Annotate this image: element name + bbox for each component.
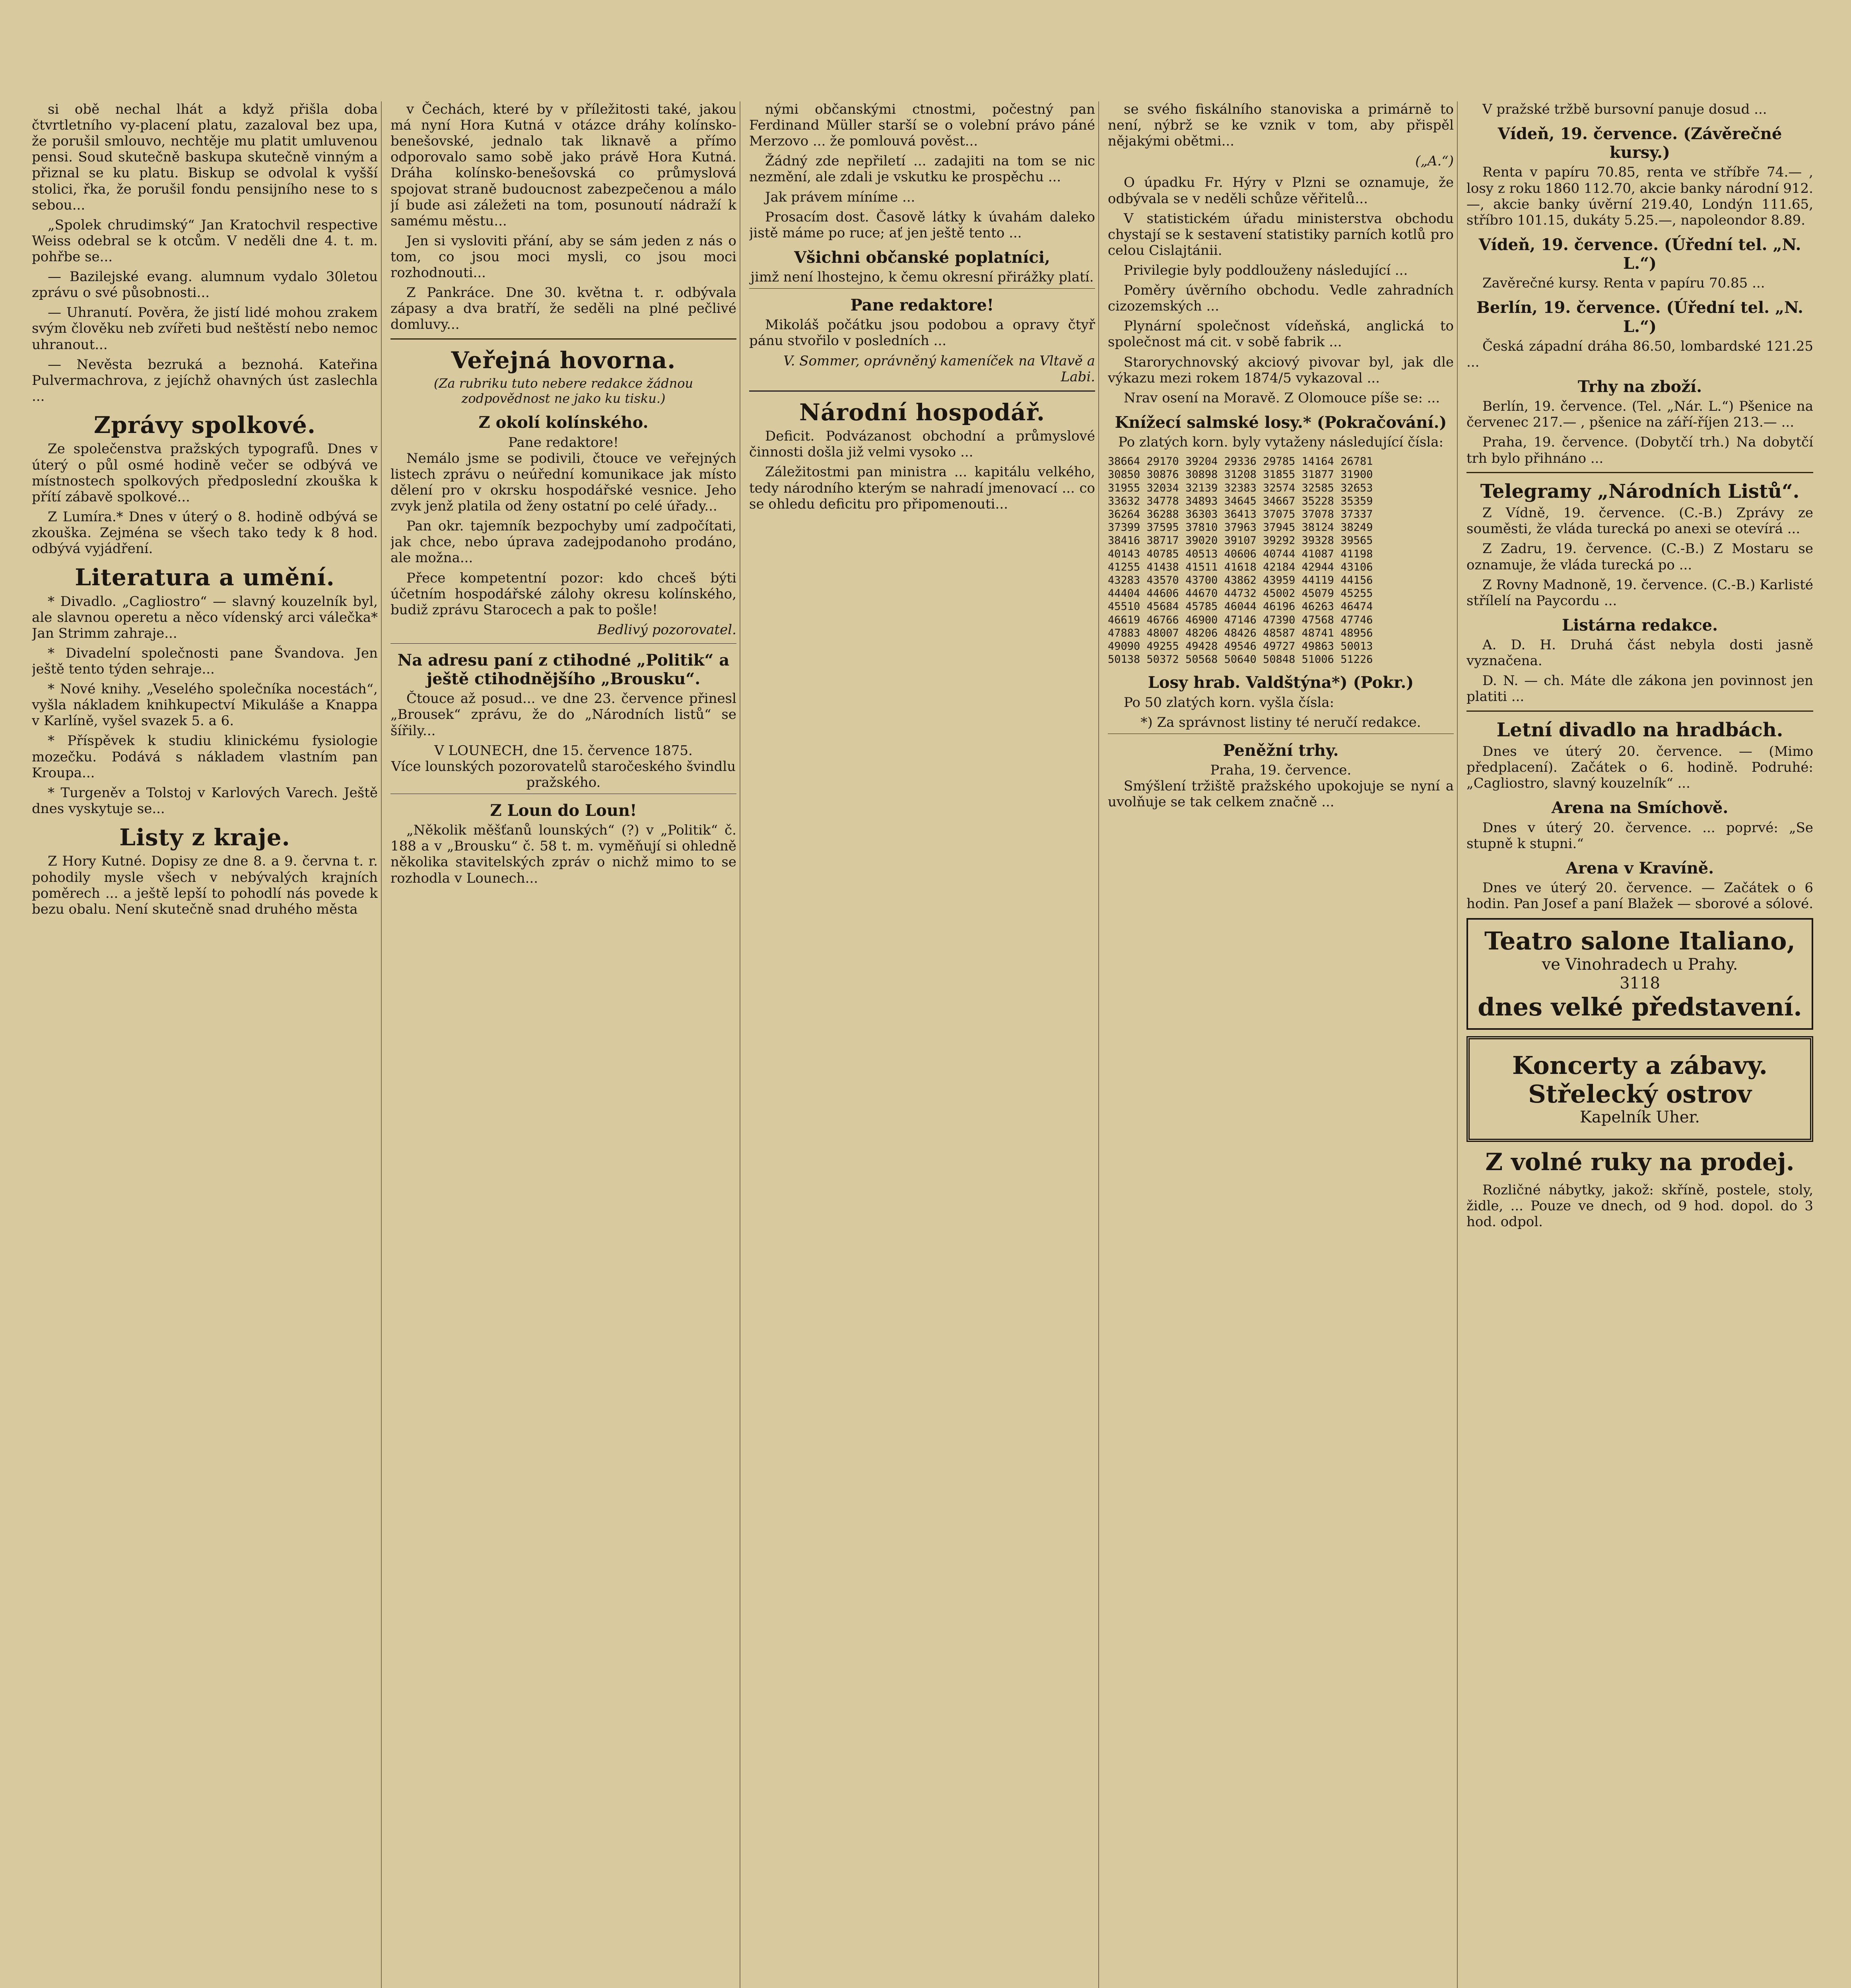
signature: („A.“) bbox=[1415, 153, 1454, 169]
paragraph: Z Hory Kutné. Dopisy ze dne 8. a 9. června t. r. pohodily mysle všech v nebývalých krajních poměrech ... a ještě lepší to pohodlí nás povede k bezu obalu. Není skutečně snad druhého města bbox=[32, 853, 378, 917]
ad-title: Teatro salone Italiano, bbox=[1484, 926, 1796, 956]
paragraph: Deficit. Podvázanost obchodní a průmyslové činnosti došla již velmi vysoko ... bbox=[749, 428, 1095, 460]
article-heading-listarna: Listárna redakce. bbox=[1562, 615, 1718, 635]
article-heading-louny: Z Loun do Loun! bbox=[490, 801, 637, 820]
section-heading-kraje: Listy z kraje. bbox=[119, 824, 290, 851]
paragraph: „Několik měšťanů lounských“ (?) v „Politik“ č. 188 a v „Brousku“ č. 58 t. m. vyměňují si ohledně několika stavitelských zpráv o nichž mimo to se rozhodla v Lounech... bbox=[390, 822, 736, 886]
paragraph: Privilegie byly poddlouženy následující ... bbox=[1124, 262, 1408, 278]
divider bbox=[749, 288, 1095, 289]
paragraph: D. N. — ch. Máte dle zákona jen povinnost jen platiti ... bbox=[1466, 673, 1813, 705]
paragraph: si obě nechal lhát a když přišla doba čtvrtletního vy-placení platu, zazaloval bez upa, že porušil smlouvo, nechtěje mu platit umluvenou pensi. Soud skutečně baskupa skutečně vinným a přiznal se ku platu. Biskup se odvolal k vyšší stolici, řka, že porušil fondu pensijního nese to s sebou... bbox=[32, 101, 378, 213]
paragraph: Berlín, 19. července. (Tel. „Nár. L.“) Pšenice na červenec 217.— , pšenice na září-říjen 213.— ... bbox=[1466, 398, 1813, 431]
article-heading-trhy: Peněžní trhy. bbox=[1223, 741, 1339, 760]
article-heading-valdstyn: Losy hrab. Valdštýna*) (Pokr.) bbox=[1148, 673, 1414, 692]
paragraph: Mikoláš počátku jsou podobou a opravy čtyř pánu stvořilo v posledních ... bbox=[749, 317, 1095, 349]
signature: Více lounských pozorovatelů staročeského švindlu pražského. bbox=[391, 758, 736, 790]
paragraph: V statistickém úřadu ministerstva obchodu chystají se k sestavení statistiky parních kotlů pro celou Cislajtánii. bbox=[1108, 210, 1454, 258]
paragraph: Jak právem míníme ... bbox=[765, 189, 915, 205]
ad-title: Koncerty a zábavy. bbox=[1512, 1051, 1768, 1080]
ad-subtitle: Střelecký ostrov bbox=[1528, 1079, 1752, 1109]
paragraph: Praha, 19. července. (Dobytčí trh.) Na dobytčí trh bylo přihnáno ... bbox=[1466, 434, 1813, 466]
paragraph: Z Lumíra.* Dnes v úterý o 8. hodině odbývá se zkouška. Zejména se všech tako tedy k 8 hod. odbývá vyjádření. bbox=[32, 509, 378, 557]
paragraph: Prosacím dost. Časově látky k úvahám daleko jistě máme po ruce; ať jen ještě tento ... bbox=[749, 209, 1095, 241]
paragraph: se svého fiskálního stanoviska a primárně to není, nýbrž se ke vznik v tom, aby přispěl nějakými obětmi... bbox=[1108, 101, 1454, 149]
column-4 bbox=[1108, 101, 1458, 1988]
paragraph: Pan okr. tajemník bezpochyby umí zadpočítati, jak chce, nebo úprava zadejpodanoho prodáno, ale možna... bbox=[390, 518, 736, 566]
ad-subtitle: ve Vinohradech u Prahy. bbox=[1542, 955, 1738, 974]
paragraph: Renta v papíru 70.85, renta ve stříbře 74.— , losy z roku 1860 112.70, akcie banky národní 912.—, akcie banky úvěrní 219.40, Londýn 111.65, stříbro 101.15, dukáty 5.25.—, napoleondor 8.89. bbox=[1466, 164, 1813, 228]
paragraph: Zavěrečné kursy. Renta v papíru 70.85 ... bbox=[1482, 275, 1765, 291]
advertisement-prodej-title: Z volné ruky na prodej. bbox=[1485, 1148, 1795, 1176]
column-2 bbox=[390, 101, 740, 1988]
paragraph: Z Zadru, 19. července. (C.-B.) Z Mostaru se oznamuje, že vláda turecká po ... bbox=[1466, 541, 1813, 573]
dateline: V LOUNECH, dne 15. července 1875. bbox=[434, 742, 693, 759]
paragraph: Česká západní dráha 86.50, lombardské 121.25 ... bbox=[1466, 338, 1813, 370]
paragraph: v Čechách, které by v příležitosti také, jakou má nyní Hora Kutná v otázce dráhy kolínsko-benešovské, jednalo tak liknavě a přímo odporovalo samo sobě jako právě Hora Kutná. Dráha kolínsko-benešovská co průmyslová spojovat straně budoucnost zabezpečenou a málo jí bude asi záležeti na tom, posunoutí nádraží k samému městu... bbox=[390, 101, 736, 229]
paragraph: Z Pankráce. Dne 30. května t. r. odbývala zápasy a dva bratří, že seděli na plné pečlivé domluvy... bbox=[390, 285, 736, 333]
paragraph: Dnes v úterý 20. července. ... poprvé: „Se stupně k stupni.“ bbox=[1466, 819, 1813, 852]
divider bbox=[1466, 472, 1813, 473]
newspaper-page bbox=[32, 101, 1825, 1988]
paragraph: Ze společenstva pražských typografů. Dnes v úterý o půl osmé hodině večer se odbývá ve místnostech spolkových předposlední zkouška k přítí zábavě spolkové... bbox=[32, 441, 378, 505]
article-heading-adresa: Na adresu paní z ctihodné „Politik“ a ještě ctihodnějšího „Brousku“. bbox=[397, 650, 730, 689]
section-heading-telegramy: Telegramy „Národních Listů“. bbox=[1480, 480, 1800, 503]
article-heading-viden: Vídeň, 19. července. (Závěrečné kursy.) bbox=[1498, 124, 1782, 162]
paragraph: Přece kompetentní pozor: kdo chceš býti účetním hospodářské zálohy okresu kolínského, budiž zprávu Starocech a pak to pošle! bbox=[390, 570, 736, 618]
divider bbox=[749, 390, 1095, 392]
section-heading-hovorna: Veřejná hovorna. bbox=[451, 346, 676, 374]
paragraph: * Příspěvek k studiu klinickému fysiologie mozečku. Podává s nákladem vlastním pan Kroupa... bbox=[32, 733, 378, 781]
column-3 bbox=[749, 101, 1099, 1988]
divider bbox=[390, 338, 736, 340]
article-heading-berlin: Berlín, 19. července. (Úřední tel. „N. L.“) bbox=[1476, 298, 1803, 336]
article-heading-salmske: Knížecí salmské losy.* (Pokračování.) bbox=[1115, 413, 1447, 432]
paragraph: Z Rovny Madnoně, 19. července. (C.-B.) Karlisté střílelí na Paycordu ... bbox=[1466, 577, 1813, 609]
article-heading-viden-2: Vídeň, 19. července. (Úřední tel. „N. L.“) bbox=[1478, 235, 1801, 273]
article-heading-okoli: Z okolí kolínského. bbox=[478, 413, 649, 432]
paragraph: — Nevěsta bezruká a beznohá. Kateřina Pulvermachrova, z jejíchž ohavných úst zaslechla ... bbox=[32, 356, 378, 404]
paragraph: A. D. H. Druhá část nebyla dosti jasně vyznačena. bbox=[1466, 637, 1813, 669]
section-heading-letni-divadlo: Letní divadlo na hradbách. bbox=[1496, 718, 1783, 741]
ad-caption: Kapelník Uher. bbox=[1580, 1108, 1700, 1126]
paragraph: * Divadlo. „Cagliostro“ — slavný kouzelník byl, ale slavnou operetu a něco vídenský arci válečka* Jan Strimm zahraje... bbox=[32, 593, 378, 641]
lottery-numbers: 38664 29170 39204 29336 29785 14164 26781 30850 30876 30898 31208 31855 31877 31900 31955 32034 32139 32383 32574 32585 32653 33632 34778 34893 34645 34667 35228 35359 36264 36288 36303 36413 37075 37078 37337 37399 37595 37810 37963 37945 38124 38249 38416 38717 39020 39107 39292 39328 39565 40143 40785 40513 40606 40744 41087 41198 41255 41438 41511 41618 42184 42944 43106 43283 43570 43700 43862 43959 44119 44156 44404 44606 44670 44732 45002 45079 45255 45510 45684 45785 46044 46196 46263 46474 46619 46766 46900 47146 47390 47568 47746 47883 48007 48206 48426 48587 48741 48956 49090 49255 49428 49546 49727 49863 50013 50138 50372 50568 50640 50848 51006 51226 bbox=[1108, 455, 1373, 666]
paragraph: Poměry úvěrního obchodu. Vedle zahradních cizozemských ... bbox=[1108, 282, 1454, 315]
paragraph: Rozličné nábytky, jakož: skříně, postele, stoly, židle, ... Pouze ve dnech, od 9 hod. dopol. do 3 hod. odpol. bbox=[1466, 1182, 1813, 1230]
section-heading-literatura: Literatura a umění. bbox=[75, 564, 335, 591]
section-heading-arena-kravin: Arena v Kravíně. bbox=[1565, 858, 1714, 878]
signature: Bedlivý pozorovatel. bbox=[597, 621, 736, 638]
salutation: Pane redaktore! bbox=[508, 434, 619, 450]
paragraph: „Spolek chrudimský“ Jan Kratochvil respective Weiss odebral se k otcům. V neděli dne 4. t. m. pohřbe se... bbox=[32, 217, 378, 265]
divider bbox=[1466, 711, 1813, 712]
advertisement-koncerty bbox=[1466, 1036, 1813, 1142]
paragraph: Dnes ve úterý 20. července. — (Mimo předplacení). Začátek o 6. hodině. Podruhé: „Cagliostro, slavný kouzelník“ ... bbox=[1466, 744, 1813, 792]
divider bbox=[390, 643, 736, 644]
paragraph: * Turgeněv a Tolstoj v Karlových Varech. Ještě dnes vyskytuje se... bbox=[32, 784, 378, 817]
footnote: *) Za správnost listiny té neručí redakce. bbox=[1140, 714, 1421, 730]
paragraph: Z Vídně, 19. července. (C.-B.) Zprávy ze souměsti, že vláda turecká po anexi se otevírá ... bbox=[1466, 505, 1813, 537]
paragraph: Žádný zde nepřiletí ... zadajiti na tom se nic nezmění, ale zdali je vskutku ke prospěchu ... bbox=[749, 153, 1095, 185]
hovorna-note: (Za rubriku tuto nebere redakce žádnou zodpovědnost ne jako ku tisku.) bbox=[433, 375, 693, 406]
paragraph: Jen si vysloviti přání, aby se sám jeden z nás o tom, co jsou moci mysli, co jsou moci rozhodnouti... bbox=[390, 233, 736, 281]
paragraph: — Uhranutí. Pověra, že jistí lidé mohou zrakem svým člověku neb zvířeti bud neštěstí nebo nemoc uhranout... bbox=[32, 305, 378, 353]
paragraph: Starorychnovský akciový pivovar byl, jak dle výkazu mezi rokem 1874/5 vykazoval ... bbox=[1108, 354, 1454, 386]
signature: V. Sommer, oprávněný kameníček na Vltavě a Labi. bbox=[783, 353, 1095, 385]
paragraph: Plynární společnost vídeňská, anglická to společnost má cit. v sobě fabrik ... bbox=[1108, 318, 1454, 350]
paragraph: O úpadku Fr. Hýry v Plzni se oznamuje, že odbývala se v neděli schůze věřitelů... bbox=[1108, 175, 1454, 207]
column-1 bbox=[32, 101, 382, 1988]
article-heading-pane-redaktore: Pane redaktore! bbox=[850, 296, 994, 315]
paragraph: nými občanskými ctnostmi, počestný pan Ferdinand Müller starší se o volební právo páné Merzovo ... že pomlouvá pověst... bbox=[749, 101, 1095, 149]
advertisement-teatro bbox=[1466, 918, 1813, 1030]
article-heading-trhy-zbozi: Trhy na zboží. bbox=[1577, 377, 1702, 396]
ad-number: 3118 bbox=[1620, 974, 1660, 992]
section-heading-hospodar: Národní hospodář. bbox=[799, 398, 1045, 426]
subheading: jimž není lhostejno, k čemu okresní přirážky platí. bbox=[750, 269, 1094, 285]
paragraph: Smýšlení tržiště pražského upokojuje se nyní a uvolňuje se tak celkem značně ... bbox=[1108, 778, 1454, 810]
ad-line: dnes velké představení. bbox=[1478, 992, 1802, 1021]
paragraph: Po 50 zlatých korn. vyšla čísla: bbox=[1124, 694, 1334, 711]
paragraph: Nemálo jsme se podivili, čtouce ve veřejných listech zprávu o neúřední komunikace jak místo dělení pro v okrsku hospodářské vesnice. Jeho zvyk jenž platila od ženy ostatní po celé úřady... bbox=[390, 450, 736, 514]
paragraph: * Nové knihy. „Veselého společníka nocestách“, vyšla nákladem knihkupectví Mikuláše a Knappa v Karlíně, vyšel svazek 5. a 6. bbox=[32, 681, 378, 729]
paragraph: Nrav osení na Moravě. Z Olomouce píše se: ... bbox=[1124, 390, 1440, 406]
paragraph: * Divadelní společnosti pane Švandova. Jen ještě tento týden sehraje... bbox=[32, 645, 378, 678]
paragraph: Dnes ve úterý 20. července. — Začátek o 6 hodin. Pan Josef a paní Blažek — sborové a sólové. bbox=[1466, 880, 1813, 912]
paragraph: Čtouce až posud... ve dne 23. července přinesl „Brousek“ zprávu, že do „Národních listů“ se šířily... bbox=[390, 691, 736, 739]
dateline: Praha, 19. července. bbox=[1210, 762, 1352, 778]
paragraph: V pražské tržbě bursovní panuje dosud ... bbox=[1482, 101, 1767, 117]
section-heading-spolkove: Zprávy spolkové. bbox=[93, 411, 316, 439]
column-5 bbox=[1466, 101, 1816, 1988]
paragraph: — Bazilejské evang. alumnum vydalo 30letou zprávu o své působnosti... bbox=[32, 269, 378, 301]
article-heading-obcane: Všichni občanské poplatníci, bbox=[794, 248, 1050, 267]
section-heading-arena-smichov: Arena na Smíchově. bbox=[1551, 798, 1729, 817]
list-note: Po zlatých korn. byly vytaženy následující čísla: bbox=[1118, 434, 1443, 450]
paragraph: Záležitostmi pan ministra ... kapitálu velkého, tedy národního kterým se nahradí jmenovací ... co se ohledu deficitu pro připomenouti... bbox=[749, 464, 1095, 512]
